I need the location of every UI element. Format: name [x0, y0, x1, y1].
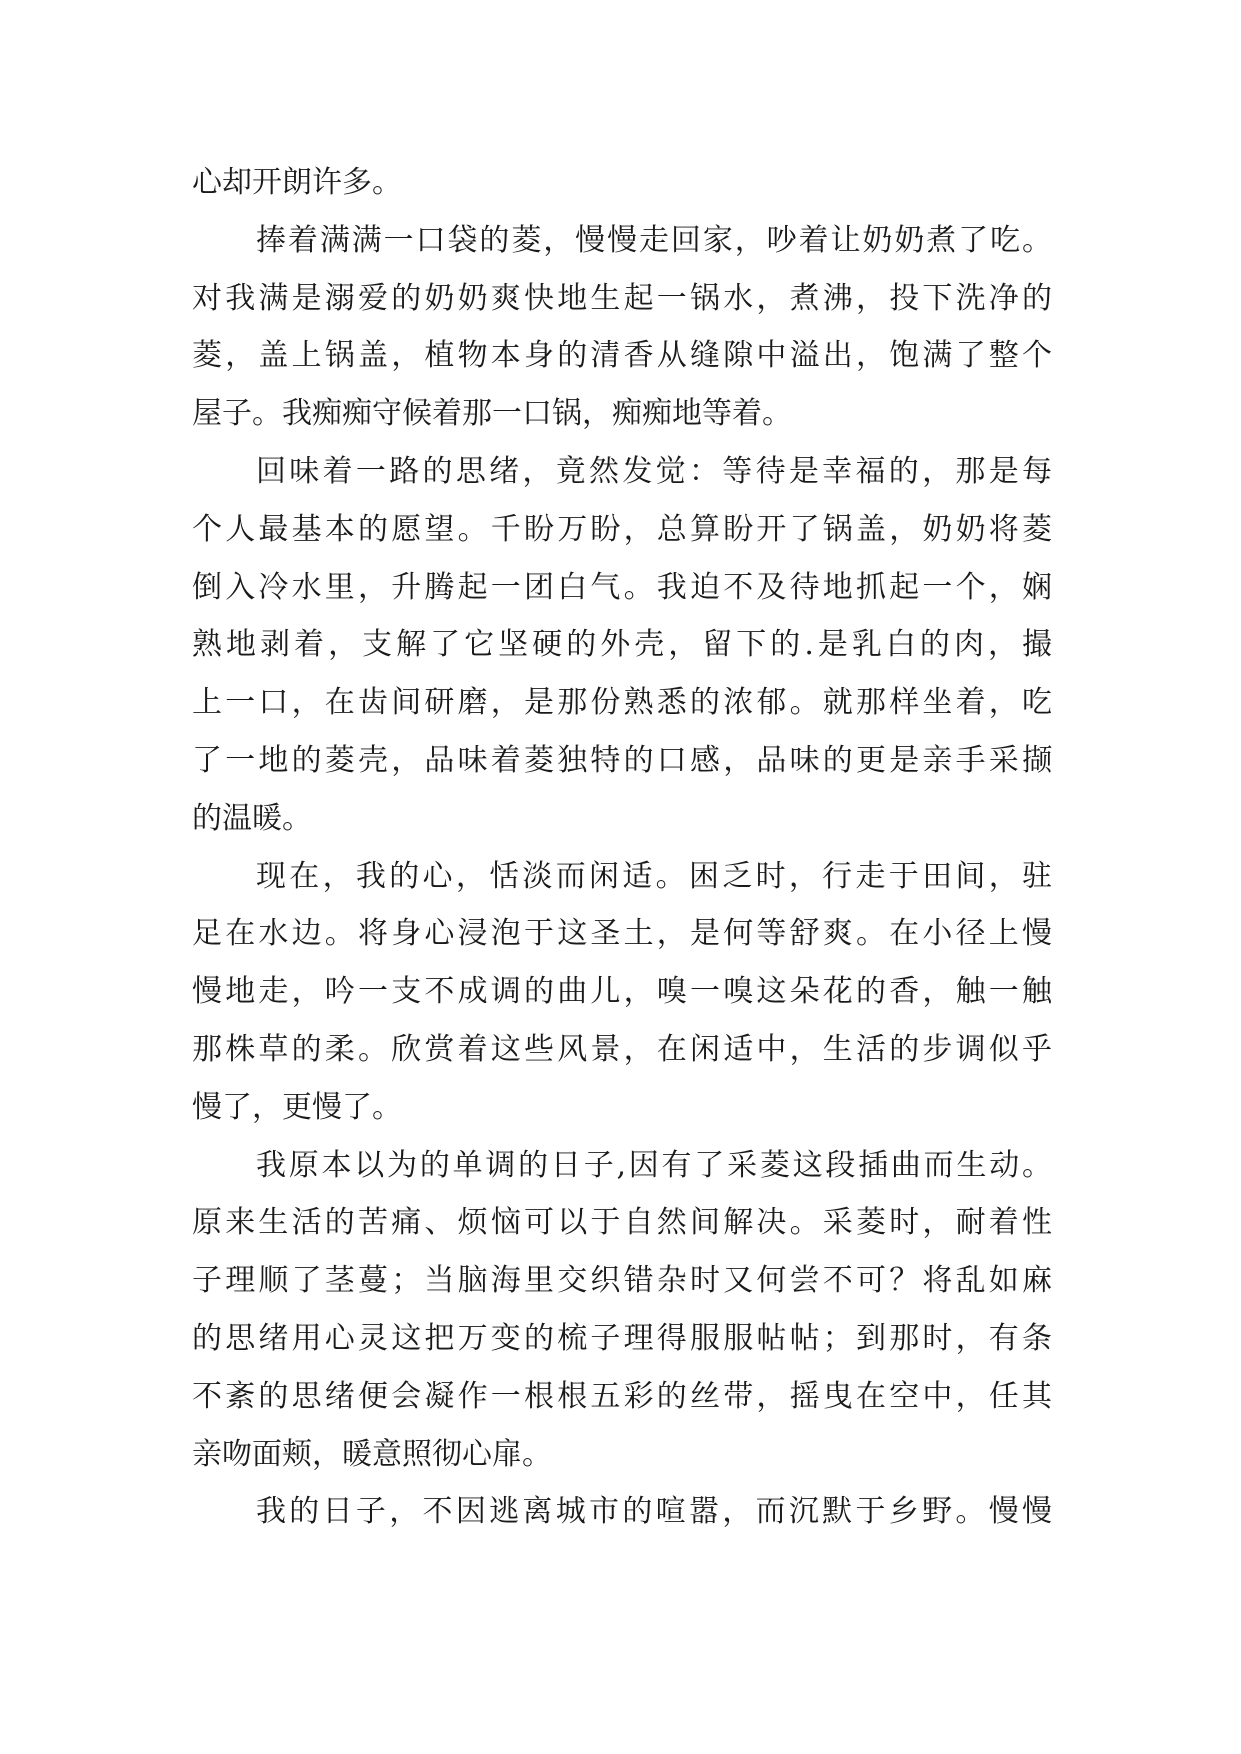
text-line: 菱，盖上锅盖，植物本身的清香从缝隙中溢出，饱满了整个	[192, 338, 1052, 374]
document-page	[192, 154, 1052, 1541]
text-line: 子理顺了茎蔓；当脑海里交织错杂时又何尝不可？将乱如麻	[192, 1263, 1052, 1299]
text-line: 熟地剥着，支解了它坚硬的外壳，留下的.是乳白的肉，撮	[192, 627, 1052, 663]
text-line: 个人最基本的愿望。千盼万盼，总算盼开了锅盖，奶奶将菱	[192, 511, 1052, 547]
text-line: 慢了，更慢了。	[192, 1089, 402, 1125]
text-line: 回味着一路的思绪，竟然发觉：等待是幸福的，那是每	[256, 453, 1052, 489]
text-line: 心却开朗许多。	[192, 165, 402, 200]
text-line: 对我满是溺爱的奶奶爽快地生起一锅水，煮沸，投下洗净的	[192, 280, 1052, 316]
text-line: 捧着满满一口袋的菱，慢慢走回家，吵着让奶奶煮了吃。	[256, 222, 1052, 258]
text-line: 我的日子，不因逃离城市的喧嚣，而沉默于乡野。慢慢	[256, 1494, 1052, 1530]
text-line: 上一口，在齿间研磨，是那份熟悉的浓郁。就那样坐着，吃	[192, 685, 1052, 721]
text-line: 原来生活的苦痛、烦恼可以于自然间解决。采菱时，耐着性	[192, 1205, 1052, 1241]
text-line: 了一地的菱壳，品味着菱独特的口感，品味的更是亲手采撷	[192, 742, 1052, 778]
text-line: 的思绪用心灵这把万变的梳子理得服服帖帖；到那时，有条	[192, 1320, 1052, 1356]
text-line: 现在，我的心，恬淡而闲适。困乏时，行走于田间，驻	[256, 858, 1052, 894]
text-line: 倒入冷水里，升腾起一团白气。我迫不及待地抓起一个，娴	[192, 569, 1052, 605]
text-line: 慢地走，吟一支不成调的曲儿，嗅一嗅这朵花的香，触一触	[192, 974, 1052, 1010]
text-line: 屋子。我痴痴守候着那一口锅，痴痴地等着。	[192, 396, 792, 432]
text-line: 亲吻面颊，暖意照彻心扉。	[192, 1436, 552, 1472]
text-line: 不紊的思绪便会凝作一根根五彩的丝带，摇曳在空中，任其	[192, 1378, 1052, 1414]
text-line: 我原本以为的单调的日子,因有了采菱这段插曲而生动。	[256, 1147, 1052, 1183]
text-line: 的温暖。	[192, 800, 312, 836]
text-line: 那株草的柔。欣赏着这些风景，在闲适中，生活的步调似乎	[192, 1031, 1052, 1067]
text-line: 足在水边。将身心浸泡于这圣土，是何等舒爽。在小径上慢	[192, 916, 1052, 952]
